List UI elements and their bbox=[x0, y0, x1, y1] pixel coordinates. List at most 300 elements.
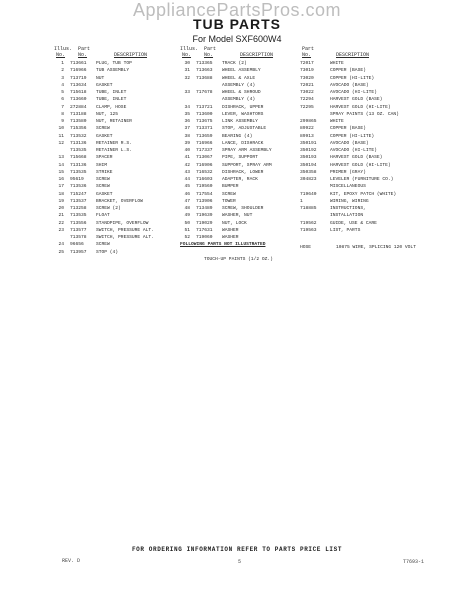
list-item bbox=[180, 220, 300, 227]
list-item bbox=[300, 205, 430, 212]
part-number: 272884 bbox=[70, 104, 87, 110]
part-number: 350194 bbox=[300, 162, 317, 168]
illus-no: 13 bbox=[58, 155, 64, 161]
list-item bbox=[54, 96, 174, 103]
list-item bbox=[54, 125, 174, 132]
list-item bbox=[54, 183, 174, 190]
part-number: 713067 bbox=[196, 155, 213, 161]
header-partno: No. bbox=[204, 52, 214, 58]
list-item bbox=[180, 191, 300, 198]
part-description: STANDPIPE, OVERFLOW bbox=[96, 220, 149, 226]
part-number: 713580 bbox=[70, 119, 87, 124]
part-number: 715356 bbox=[70, 126, 87, 132]
list-item bbox=[180, 212, 300, 219]
list-item bbox=[180, 111, 300, 118]
part-number: 713906 bbox=[196, 198, 213, 204]
list-item bbox=[180, 183, 300, 190]
list-item bbox=[54, 133, 174, 140]
part-number: 713577 bbox=[70, 227, 87, 233]
list-item bbox=[180, 154, 300, 161]
list-item bbox=[54, 104, 174, 111]
illus-no: 30 bbox=[184, 61, 190, 66]
list-item bbox=[54, 176, 174, 183]
part-description: SPACER bbox=[96, 155, 113, 161]
part-description: COPPER (HI-LITE) bbox=[330, 75, 375, 81]
part-description: STOP (4) bbox=[96, 249, 119, 255]
part-description: GASKET bbox=[96, 82, 113, 88]
part-number: 72021 bbox=[300, 82, 314, 88]
list-item bbox=[54, 118, 174, 125]
part-description: SCREW bbox=[96, 184, 110, 190]
list-item bbox=[180, 67, 300, 74]
part-description: NUT bbox=[96, 75, 105, 81]
part-number: 713660 bbox=[70, 97, 87, 103]
part-number: 73020 bbox=[300, 75, 314, 81]
part-number: 716603 bbox=[196, 177, 213, 182]
part-number: 719029 bbox=[196, 220, 213, 226]
list-item bbox=[54, 212, 174, 219]
part-number: 713600 bbox=[196, 111, 213, 117]
part-number: 713371 bbox=[196, 126, 213, 132]
list-item bbox=[54, 60, 174, 67]
part-description: LEVER, WASHTORS bbox=[222, 111, 264, 117]
part-number: 716966 bbox=[196, 140, 213, 146]
part-description: COPPER (HI-LITE) bbox=[330, 133, 375, 139]
part-description: SCREW bbox=[222, 191, 236, 197]
part-description: TUBE, INLET bbox=[96, 97, 127, 103]
list-item bbox=[180, 198, 300, 205]
part-number: 73019 bbox=[300, 68, 314, 74]
illus-no: 48 bbox=[184, 206, 190, 211]
part-number: 717337 bbox=[196, 148, 213, 153]
part-description: SCREW bbox=[96, 242, 110, 248]
part-number: 713136 bbox=[70, 162, 87, 168]
part-number: 713688 bbox=[196, 75, 213, 81]
part-number: 72294 bbox=[300, 97, 314, 103]
header-illus: Illus. bbox=[54, 46, 73, 52]
list-item bbox=[300, 104, 430, 111]
part-number: 96656 bbox=[70, 242, 84, 248]
list-item bbox=[180, 104, 300, 111]
not-illustrated-heading: FOLLOWING PARTS NOT ILLUSTRATED bbox=[180, 242, 266, 248]
part-description: WHEEL ASSEMBLY bbox=[222, 68, 261, 74]
illus-no: 23 bbox=[58, 227, 64, 233]
part-description: COPPER (BASE) bbox=[330, 126, 366, 132]
part-description: PIPE, SUPPORT bbox=[222, 155, 258, 161]
part-number: 713258 bbox=[70, 206, 87, 211]
list-item bbox=[54, 82, 174, 89]
list-item bbox=[180, 133, 300, 140]
illus-no: 36 bbox=[184, 119, 190, 124]
part-description: WASHER, NUT bbox=[222, 213, 253, 219]
illus-no: 12 bbox=[58, 140, 64, 146]
part-description: WASHER bbox=[222, 227, 239, 233]
list-item bbox=[300, 89, 430, 96]
illus-no: 46 bbox=[184, 191, 190, 197]
list-item bbox=[54, 249, 174, 256]
revision-label: REV. D bbox=[62, 558, 81, 564]
page-title: TUB PARTS bbox=[192, 16, 282, 32]
part-number: 350193 bbox=[300, 155, 317, 161]
list-item bbox=[180, 147, 300, 154]
list-item bbox=[300, 198, 430, 205]
part-number: 713535 bbox=[70, 213, 87, 219]
part-number: 713535 bbox=[70, 169, 87, 175]
column-header bbox=[180, 46, 300, 60]
part-description: WASHER bbox=[222, 235, 239, 240]
header-part: Part bbox=[302, 46, 315, 52]
illus-no: 14 bbox=[58, 162, 64, 168]
part-description: AVOCADO (HI-LITE) bbox=[330, 90, 377, 95]
header-description: DESCRIPTION bbox=[336, 52, 370, 58]
illus-no: 51 bbox=[184, 227, 190, 233]
illus-no: 9 bbox=[61, 119, 64, 124]
illus-no: 15 bbox=[58, 169, 64, 175]
part-number: 716906 bbox=[196, 162, 213, 168]
illus-no: 21 bbox=[58, 213, 64, 219]
list-item bbox=[300, 191, 430, 198]
illus-no: 45 bbox=[184, 184, 190, 190]
list-item bbox=[300, 227, 430, 234]
list-item bbox=[54, 241, 174, 248]
part-number: 717678 bbox=[196, 90, 213, 95]
list-item bbox=[180, 234, 300, 241]
illus-no: 34 bbox=[184, 104, 190, 110]
list-item bbox=[180, 162, 300, 169]
list-item bbox=[300, 96, 430, 103]
illus-no: 18 bbox=[58, 191, 64, 197]
part-description: GASKET bbox=[96, 133, 113, 139]
part-description: LANCE, DISHRACK bbox=[222, 140, 264, 146]
part-number: 72017 bbox=[300, 61, 314, 66]
illus-no: 47 bbox=[184, 198, 190, 204]
part-number: 95619 bbox=[70, 177, 84, 182]
illus-no: 19 bbox=[58, 198, 64, 204]
part-description: SPRAY PAINTS (13 OZ. CAN) bbox=[330, 111, 399, 117]
list-item bbox=[300, 111, 430, 118]
part-description: WHEEL & AXLE bbox=[222, 75, 256, 81]
hose-label: HOSE bbox=[300, 245, 312, 250]
header-description: DESCRIPTION bbox=[114, 52, 148, 58]
illus-no: 37 bbox=[184, 126, 190, 132]
part-number: 713659 bbox=[196, 133, 213, 139]
list-item bbox=[54, 191, 174, 198]
header-illus: Illus. bbox=[180, 46, 199, 52]
header-part: Part bbox=[204, 46, 217, 52]
list-item bbox=[300, 212, 430, 219]
part-description: BUMPER bbox=[222, 184, 239, 190]
part-description: COPPER (BASE) bbox=[330, 68, 366, 74]
part-number: 713675 bbox=[196, 119, 213, 124]
part-description: WIRING, WIRING bbox=[330, 198, 369, 204]
list-item bbox=[180, 82, 300, 89]
part-description: WHITE bbox=[330, 119, 344, 124]
list-item bbox=[54, 234, 174, 241]
part-description: ASSEMBLY (4) bbox=[222, 97, 256, 103]
part-description: HARVEST GOLD (BASE) bbox=[330, 155, 383, 161]
part-description: ADAPTER, RACK bbox=[222, 177, 258, 182]
part-number: 73022 bbox=[300, 90, 314, 95]
part-description: NUT, LOCK bbox=[222, 220, 247, 226]
illus-no: 41 bbox=[184, 155, 190, 161]
illus-no: 35 bbox=[184, 111, 190, 117]
part-description: SHIM bbox=[96, 162, 108, 168]
touch-up-note: TOUCH-UP PAINTS (1/2 OZ.) bbox=[204, 256, 273, 262]
list-item bbox=[180, 227, 300, 234]
list-item bbox=[300, 82, 430, 89]
part-description: TRACK (2) bbox=[222, 61, 247, 66]
illus-no: 17 bbox=[58, 184, 64, 190]
illus-no: 40 bbox=[184, 148, 190, 153]
part-description: STRIKE bbox=[96, 169, 113, 175]
part-number: 89913 bbox=[300, 133, 314, 139]
part-number: 713634 bbox=[70, 82, 87, 88]
part-number: 719640 bbox=[300, 191, 317, 197]
header-partno: No. bbox=[78, 52, 88, 58]
list-item bbox=[54, 205, 174, 212]
part-number: 718885 bbox=[300, 206, 317, 211]
part-number: 713489 bbox=[196, 206, 213, 211]
header-no: No. bbox=[182, 52, 192, 58]
header-no: No. bbox=[56, 52, 66, 58]
part-number: 713537 bbox=[70, 198, 87, 204]
part-description: TUBE, INLET bbox=[96, 90, 127, 95]
illus-no: 2 bbox=[61, 68, 64, 74]
part-description: PLUG, TUB TOP bbox=[96, 61, 132, 66]
column-header bbox=[54, 46, 174, 60]
list-item bbox=[180, 60, 300, 67]
parts-column-1 bbox=[54, 46, 174, 256]
illus-no: 1 bbox=[61, 61, 64, 66]
parts-list bbox=[180, 60, 300, 241]
header-partno: No. bbox=[302, 52, 312, 58]
part-number: 713957 bbox=[70, 249, 87, 255]
list-item bbox=[54, 220, 174, 227]
part-number: 719562 bbox=[300, 220, 317, 226]
part-description: AVOCADO (BASE) bbox=[330, 82, 369, 88]
page-number: 5 bbox=[238, 559, 242, 565]
list-item bbox=[300, 140, 430, 147]
parts-list bbox=[300, 60, 430, 234]
list-item bbox=[300, 67, 430, 74]
part-description: WHITE bbox=[330, 61, 344, 66]
part-number: 713136 bbox=[70, 140, 87, 146]
part-description: LIST, PARTS bbox=[330, 227, 361, 233]
part-description: FLOAT bbox=[96, 213, 110, 219]
illus-no: 22 bbox=[58, 220, 64, 226]
illus-no: 5 bbox=[61, 90, 64, 95]
header-description: DESCRIPTION bbox=[240, 52, 274, 58]
part-description: GUIDE, USE & CARE bbox=[330, 220, 377, 226]
part-number: 713532 bbox=[70, 133, 87, 139]
list-item bbox=[300, 75, 430, 82]
part-description: HARVEST GOLD (HI-LITE) bbox=[330, 104, 391, 110]
ordering-note: FOR ORDERING INFORMATION REFER TO PARTS PRICE LIST bbox=[131, 546, 343, 553]
part-number: 713556 bbox=[70, 220, 87, 226]
list-item bbox=[54, 147, 174, 154]
part-description: HARVEST GOLD (BASE) bbox=[330, 97, 383, 103]
list-item bbox=[54, 75, 174, 82]
part-description: LINK ASSEMBLY bbox=[222, 119, 258, 124]
part-description: SCREW bbox=[96, 126, 110, 132]
part-number: 715618 bbox=[70, 90, 87, 95]
part-number: 350192 bbox=[300, 148, 317, 153]
illus-no: 8 bbox=[61, 111, 64, 117]
list-item bbox=[300, 162, 430, 169]
list-item bbox=[180, 169, 300, 176]
part-number: 350358 bbox=[300, 169, 317, 175]
list-item bbox=[300, 154, 430, 161]
part-number: 299865 bbox=[300, 119, 317, 124]
part-description: AVOCADO (BASE) bbox=[330, 140, 369, 146]
list-item bbox=[300, 147, 430, 154]
part-description: SCREW bbox=[96, 177, 110, 182]
part-description: STOP, ADJUSTABLE bbox=[222, 126, 267, 132]
illus-no: 4 bbox=[61, 82, 64, 88]
part-description: TUB ASSEMBLY bbox=[96, 68, 130, 74]
list-item bbox=[54, 227, 174, 234]
part-number: 713535 bbox=[70, 148, 87, 153]
part-number: 715668 bbox=[70, 155, 87, 161]
part-description: INSTALLATION bbox=[330, 213, 364, 219]
part-description: SPRAY ARM ASSEMBLY bbox=[222, 148, 272, 153]
part-number: 713661 bbox=[70, 61, 87, 66]
illus-no: 39 bbox=[184, 140, 190, 146]
part-description: PRIMER (GRAY) bbox=[330, 169, 366, 175]
part-number: 713188 bbox=[70, 111, 87, 117]
list-item bbox=[180, 125, 300, 132]
illus-no: 50 bbox=[184, 220, 190, 226]
part-description: MISCELLANEOUS bbox=[330, 184, 366, 190]
part-number: 304823 bbox=[300, 177, 317, 182]
list-item bbox=[300, 125, 430, 132]
part-description: CLAMP, HOSE bbox=[96, 104, 127, 110]
list-item bbox=[54, 162, 174, 169]
illus-no: 16 bbox=[58, 177, 64, 182]
part-description: RETAINER R.S. bbox=[96, 140, 132, 146]
part-number: 717631 bbox=[196, 227, 213, 233]
list-item bbox=[300, 183, 430, 190]
part-number: 719060 bbox=[196, 235, 213, 240]
illus-no: 7 bbox=[61, 104, 64, 110]
part-description: LEVELER (FURNITURE CO.) bbox=[330, 177, 394, 182]
illus-no: 38 bbox=[184, 133, 190, 139]
illus-no: 11 bbox=[58, 133, 64, 139]
part-description: DISHRACK, LOWER bbox=[222, 169, 264, 175]
part-description: BRACKET, OVERFLOW bbox=[96, 198, 143, 204]
list-item bbox=[54, 140, 174, 147]
list-item bbox=[54, 67, 174, 74]
part-number: 713536 bbox=[70, 184, 87, 190]
illus-no: 52 bbox=[184, 235, 190, 240]
part-description: SCREW (2) bbox=[96, 206, 121, 211]
list-item bbox=[180, 205, 300, 212]
illus-no: 24 bbox=[58, 242, 64, 248]
part-description: AVOCADO (HI-LITE) bbox=[330, 148, 377, 153]
list-item bbox=[180, 140, 300, 147]
list-item bbox=[54, 198, 174, 205]
list-item bbox=[180, 89, 300, 96]
list-item bbox=[180, 118, 300, 125]
parts-column-2 bbox=[180, 46, 300, 263]
part-number: 713663 bbox=[196, 68, 213, 74]
part-number: 713719 bbox=[70, 75, 87, 81]
illus-no: 44 bbox=[184, 177, 190, 182]
part-description: SWITCH, PRESSURE ALT. bbox=[96, 227, 154, 233]
illus-no: 32 bbox=[184, 75, 190, 81]
part-number: 350191 bbox=[300, 140, 317, 146]
list-item bbox=[54, 154, 174, 161]
parts-list bbox=[54, 60, 174, 256]
list-item bbox=[180, 96, 300, 103]
part-description: RETAINER L.S. bbox=[96, 148, 132, 153]
part-description: SWITCH, PRESSURE ALT. bbox=[96, 235, 154, 240]
part-number: 719639 bbox=[196, 213, 213, 219]
document-code: T7693-1 bbox=[403, 559, 425, 565]
part-number: 719560 bbox=[196, 184, 213, 190]
list-item bbox=[54, 89, 174, 96]
list-item bbox=[300, 176, 430, 183]
part-number: 713721 bbox=[196, 104, 213, 110]
list-item bbox=[300, 60, 430, 67]
part-description: SCREW, SHOULDER bbox=[222, 206, 264, 211]
part-number: 72295 bbox=[300, 104, 314, 110]
part-description: SUPPORT, SPRAY ARM bbox=[222, 162, 272, 168]
illus-no: 20 bbox=[58, 206, 64, 211]
column-header bbox=[300, 46, 430, 60]
part-number: 716532 bbox=[196, 169, 213, 175]
hose-row bbox=[300, 244, 430, 251]
illus-no: 33 bbox=[184, 90, 190, 95]
list-item bbox=[300, 118, 430, 125]
part-number: 715247 bbox=[70, 191, 87, 197]
hose-desc: 10875 WIRE, SPLICING 120 VOLT bbox=[336, 245, 416, 250]
part-description: NUT, 125 bbox=[96, 111, 119, 117]
part-description: INSTRUCTIONS, bbox=[330, 206, 366, 211]
illus-no: 3 bbox=[61, 75, 64, 81]
list-item bbox=[54, 169, 174, 176]
list-item bbox=[180, 75, 300, 82]
part-description: WHEEL & SHROUD bbox=[222, 90, 261, 95]
part-number: 713365 bbox=[196, 61, 213, 66]
part-number: 717554 bbox=[196, 191, 213, 197]
list-item bbox=[180, 176, 300, 183]
part-number: 89922 bbox=[300, 126, 314, 132]
list-item bbox=[300, 133, 430, 140]
part-number: 1 bbox=[300, 198, 303, 204]
page-subtitle: For Model SXF600W4 bbox=[192, 34, 282, 44]
part-description: BEARING (4) bbox=[222, 133, 253, 139]
illus-no: 10 bbox=[58, 126, 64, 132]
part-description: NUT, RETAINER bbox=[96, 119, 132, 124]
illus-no: 49 bbox=[184, 213, 190, 219]
list-item bbox=[300, 220, 430, 227]
illus-no: 31 bbox=[184, 68, 190, 74]
part-description: GASKET bbox=[96, 191, 113, 197]
illus-no: 43 bbox=[184, 169, 190, 175]
illus-no: 6 bbox=[61, 97, 64, 103]
header-part: Part bbox=[78, 46, 91, 52]
part-description: ASSEMBLY (4) bbox=[222, 82, 256, 88]
list-item bbox=[54, 111, 174, 118]
part-description: HARVEST GOLD (HI-LITE) bbox=[330, 162, 391, 168]
watermark-text: AppliancePartsPros.com bbox=[132, 0, 342, 20]
part-description: TOWER bbox=[222, 198, 236, 204]
part-number: 719563 bbox=[300, 227, 317, 233]
part-description: DISHRACK, UPPER bbox=[222, 104, 264, 110]
parts-column-3 bbox=[300, 46, 430, 251]
illus-no: 42 bbox=[184, 162, 190, 168]
